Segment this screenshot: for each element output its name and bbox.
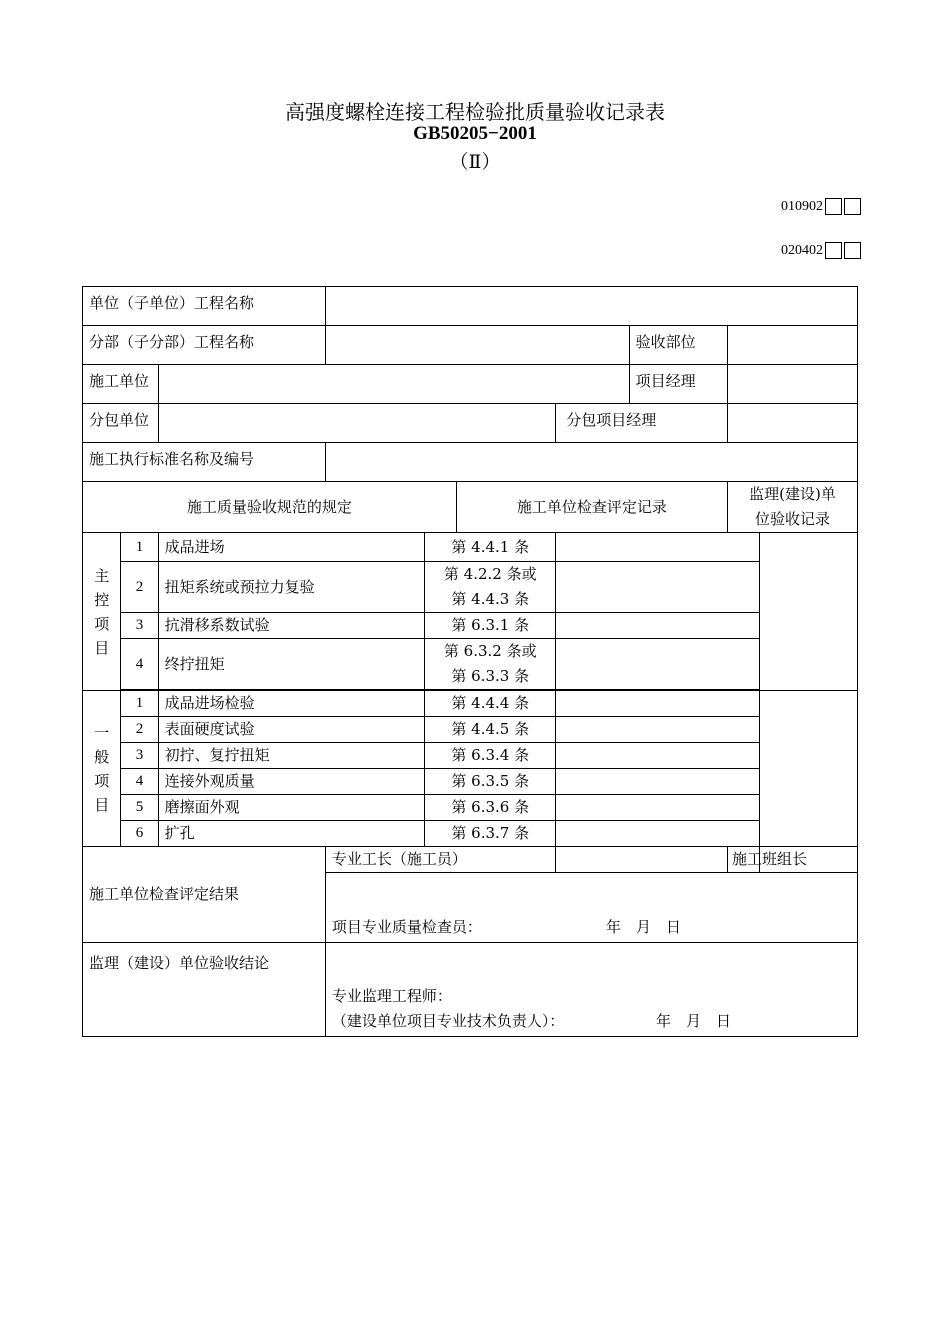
item-clause: 第 6.3.4 条 (425, 743, 556, 769)
supervision-column-header (727, 482, 857, 533)
item-name: 磨擦面外观 (158, 795, 425, 821)
item-number: 1 (121, 533, 158, 562)
project-manager-value[interactable] (727, 365, 857, 404)
conclusion-date: 年 月 日 (655, 1012, 731, 1030)
inspection-table (82, 286, 858, 1037)
item-name: 表面硬度试验 (158, 717, 425, 743)
record-column-header: 施工单位检查评定记录 (456, 482, 727, 533)
code-box[interactable] (825, 198, 842, 215)
subcontract-unit-value[interactable] (158, 404, 556, 443)
unit-project-value[interactable] (325, 287, 857, 326)
form-code-1 (781, 198, 861, 215)
item-record[interactable] (556, 743, 759, 769)
item-name: 成品进场检验 (158, 691, 425, 717)
main-control-supervision[interactable] (759, 533, 857, 691)
code-box[interactable] (825, 242, 842, 259)
foreman-label: 专业工长（施工员） (325, 847, 555, 873)
general-supervision[interactable] (759, 691, 857, 847)
item-record[interactable] (556, 562, 759, 613)
item-clause: 第 4.4.1 条 (425, 533, 556, 562)
code-box[interactable] (844, 198, 861, 215)
item-clause: 第 6.3.1 条 (425, 613, 556, 639)
item-name: 连接外观质量 (158, 769, 425, 795)
item-record[interactable] (556, 717, 759, 743)
result-label: 施工单位检查评定结果 (83, 847, 326, 943)
item-number: 3 (121, 613, 158, 639)
form-part: （Ⅱ） (449, 151, 501, 173)
owner-label: （建设单位项目专业技术负责人）： (331, 1012, 565, 1030)
result-sign-area[interactable] (325, 873, 857, 943)
item-number: 4 (121, 639, 158, 690)
item-number: 2 (121, 562, 158, 613)
result-date: 年 月 日 (605, 918, 681, 936)
inspector-label: 项目专业质量检查员： (331, 918, 482, 936)
item-name: 扩孔 (158, 821, 425, 847)
item-number: 1 (121, 691, 158, 717)
construction-unit-value[interactable] (158, 365, 629, 404)
sub-project-value[interactable] (325, 326, 629, 365)
foreman-value[interactable] (556, 847, 728, 873)
code-box[interactable] (844, 242, 861, 259)
sub-project-label: 分部（子分部）工程名称 (83, 326, 326, 365)
team-leader-label: 施工班组长 (727, 847, 759, 873)
form-code-2-text: 020402 (781, 243, 823, 258)
item-name: 扭矩系统或预拉力复验 (158, 562, 425, 613)
item-record[interactable] (556, 639, 759, 690)
item-number: 6 (121, 821, 158, 847)
spec-column-header: 施工质量验收规范的规定 (83, 482, 457, 533)
subcontract-manager-label: 分包项目经理 (556, 404, 728, 443)
conclusion-label: 监理（建设）单位验收结论 (83, 943, 326, 1037)
conclusion-sign-area[interactable] (325, 943, 857, 1037)
item-clause: 第 6.3.5 条 (425, 769, 556, 795)
subcontract-unit-label: 分包单位 (83, 404, 159, 443)
item-number: 5 (121, 795, 158, 821)
item-record[interactable] (556, 769, 759, 795)
item-clause: 第 6.3.7 条 (425, 821, 556, 847)
item-clause: 第 4.4.5 条 (425, 717, 556, 743)
unit-project-label: 单位（子单位）工程名称 (83, 287, 326, 326)
acceptance-part-label: 验收部位 (629, 326, 727, 365)
engineer-label: 专业监理工程师： (331, 987, 452, 1005)
item-clause: 第 4.2.2 条或 第 4.4.3 条 (425, 562, 556, 613)
item-record[interactable] (556, 691, 759, 717)
item-record[interactable] (556, 533, 759, 562)
item-name: 成品进场 (158, 533, 425, 562)
standard-label: 施工执行标准名称及编号 (83, 443, 326, 482)
item-name: 初拧、复拧扭矩 (158, 743, 425, 769)
item-clause: 第 6.3.2 条或 第 6.3.3 条 (425, 639, 556, 690)
construction-unit-label: 施工单位 (83, 365, 159, 404)
acceptance-part-value[interactable] (727, 326, 857, 365)
item-name: 终拧扭矩 (158, 639, 425, 690)
project-manager-label: 项目经理 (629, 365, 727, 404)
item-name: 抗滑移系数试验 (158, 613, 425, 639)
form-code-1-text: 010902 (781, 199, 823, 214)
supervision-header-line2: 位验收记录 (754, 510, 830, 528)
standard-value[interactable] (325, 443, 857, 482)
subcontract-manager-value[interactable] (727, 404, 857, 443)
item-number: 4 (121, 769, 158, 795)
item-clause: 第 4.4.4 条 (425, 691, 556, 717)
item-number: 3 (121, 743, 158, 769)
form-title: 高强度螺栓连接工程检验批质量验收记录表 (285, 100, 665, 124)
form-code-2 (781, 242, 861, 259)
item-clause: 第 6.3.6 条 (425, 795, 556, 821)
supervision-header-line1: 监理(建设)单 (749, 485, 836, 503)
general-items-label: 一 般 项 目 (83, 691, 121, 847)
main-control-label: 主 控 项 目 (83, 533, 121, 691)
item-number: 2 (121, 717, 158, 743)
item-record[interactable] (556, 613, 759, 639)
item-record[interactable] (556, 795, 759, 821)
standard-code: GB50205−2001 (413, 123, 537, 144)
item-record[interactable] (556, 821, 759, 847)
